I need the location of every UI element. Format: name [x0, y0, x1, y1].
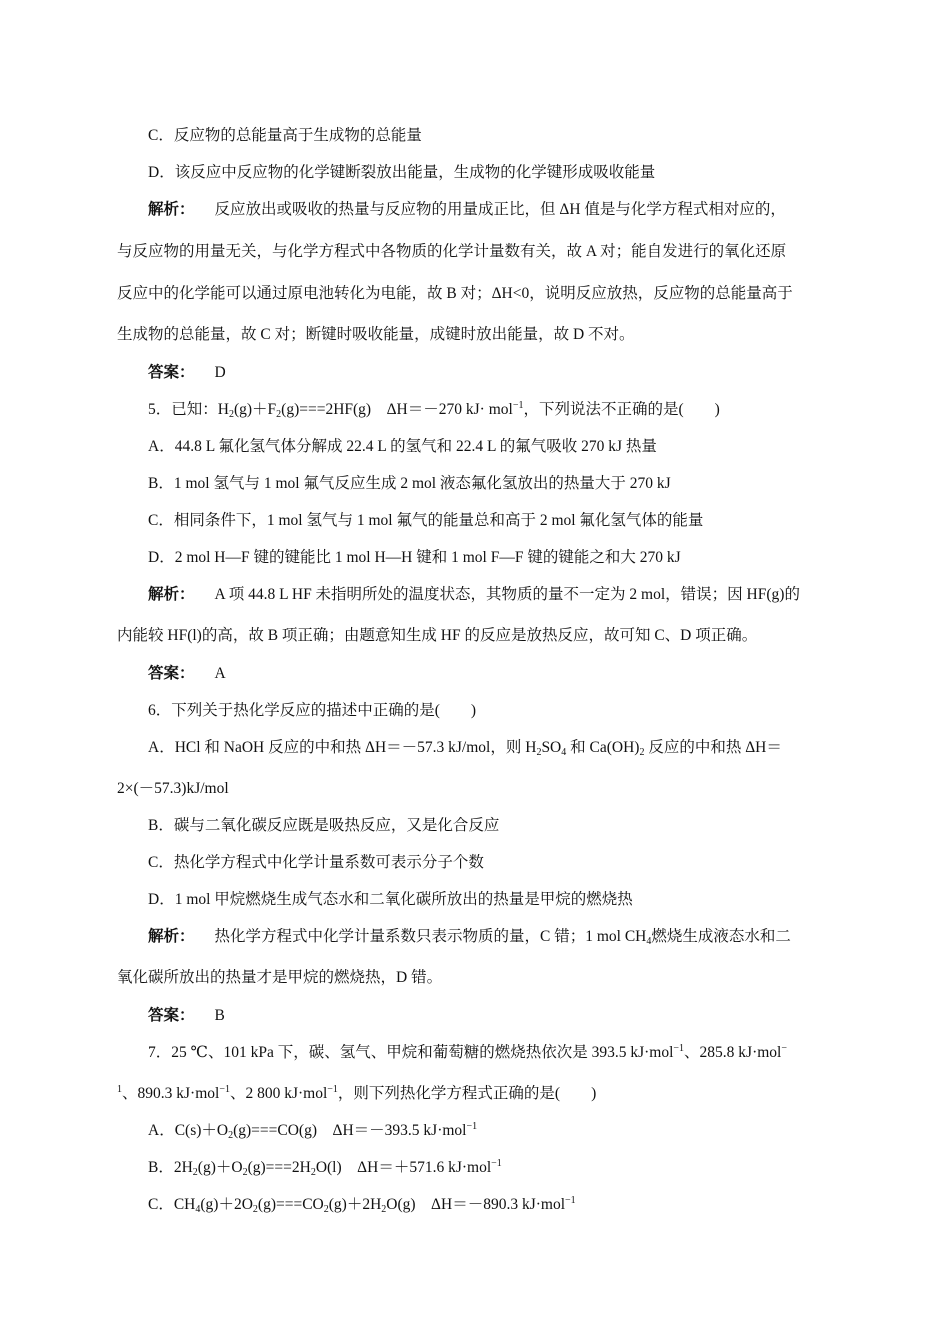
text-run: SO — [541, 739, 562, 756]
q6-option-a-line-1 — [148, 738, 782, 758]
q7-option-a — [148, 1121, 477, 1141]
text-run: C．CH — [148, 1196, 196, 1213]
analysis-label: 解析： — [148, 928, 195, 945]
q4-analysis-line-4: 生成物的总能量，故 C 对；断键时吸收能量，成键时放出能量，故 D 不对。 — [117, 326, 635, 343]
q6-analysis-line-1 — [148, 927, 791, 947]
subscript: 4 — [646, 936, 652, 947]
text-run: A．C(s)＋O — [148, 1122, 229, 1139]
answer-value: B — [214, 1007, 225, 1024]
q4-option-c: C．反应物的总能量高于生成物的总能量 — [148, 127, 422, 144]
q6-stem: 6．下列关于热化学反应的描述中正确的是( ) — [148, 702, 477, 719]
text-run: ，下列说法不正确的是( ) — [523, 401, 720, 418]
answer-value: D — [214, 364, 226, 381]
text-run: (g)===2HF(g) ΔH＝－270 kJ· mol — [281, 401, 513, 418]
subscript: 2 — [323, 1204, 329, 1215]
subscript: 2 — [639, 747, 645, 758]
answer-value: A — [214, 665, 226, 682]
text-run: (g)===CO — [257, 1196, 324, 1213]
superscript: − — [781, 1043, 787, 1054]
q5-option-c: C．相同条件下，1 mol 氢气与 1 mol 氟气的能量总和高于 2 mol 氟化氢气体的能量 — [148, 512, 704, 529]
superscript: 1 — [117, 1084, 122, 1095]
subscript: 4 — [561, 747, 567, 758]
q4-analysis-line-3: 反应中的化学能可以通过原电池转化为电能，故 B 对；ΔH<0，说明反应放热，反应物的总能量高于 — [117, 285, 793, 302]
superscript: −1 — [466, 1121, 478, 1132]
q6-option-b: B．碳与二氧化碳反应既是吸热反应，又是化合反应 — [148, 817, 500, 834]
subscript: 2 — [192, 1167, 198, 1178]
text-run: (g)＋F — [233, 401, 277, 418]
text-run: ，则下列热化学方程式正确的是( ) — [337, 1085, 597, 1102]
q7-stem-line-1 — [148, 1043, 787, 1063]
answer-label: 答案： — [148, 665, 195, 682]
superscript: −1 — [512, 400, 524, 411]
text-run: (g)＋O — [197, 1159, 243, 1176]
analysis-label: 解析： — [148, 586, 195, 603]
text-run: 、2 800 kJ·mol — [229, 1085, 328, 1102]
text-run: 、285.8 kJ·mol — [684, 1044, 782, 1061]
superscript: −1 — [219, 1084, 230, 1095]
q5-analysis-line-1 — [148, 585, 800, 605]
text-run: 5．已知：H — [148, 401, 229, 418]
text-run: 反应的中和热 ΔH＝ — [644, 739, 782, 756]
superscript: −1 — [491, 1158, 502, 1169]
superscript: −1 — [565, 1195, 576, 1206]
subscript: 2 — [310, 1167, 316, 1178]
text-run: (g)＋2O — [200, 1196, 253, 1213]
answer-label: 答案： — [148, 364, 195, 381]
text-run: 7．25 ℃、101 kPa 下，碳、氢气、甲烷和葡萄糖的燃烧热依次是 393.5 kJ·mol — [148, 1044, 674, 1061]
q5-option-b: B．1 mol 氢气与 1 mol 氟气反应生成 2 mol 液态氟化氢放出的热量大于 270 kJ — [148, 475, 671, 492]
subscript: 2 — [252, 1204, 258, 1215]
q4-answer — [148, 363, 226, 383]
superscript: −1 — [327, 1084, 338, 1095]
q5-stem — [148, 400, 720, 420]
q5-analysis-line-2: 内能较 HF(l)的高，故 B 项正确；由题意知生成 HF 的反应是放热反应，故可知 C、D 项正确。 — [117, 627, 758, 644]
text-run: B．2H — [148, 1159, 193, 1176]
q5-option-a: A．44.8 L 氟化氢气体分解成 22.4 L 的氢气和 22.4 L 的氟气吸收 270 kJ 热量 — [148, 438, 657, 455]
subscript: 4 — [195, 1204, 201, 1215]
text-run: O(l) ΔH＝＋571.6 kJ·mol — [315, 1159, 492, 1176]
q7-option-c — [148, 1195, 576, 1215]
text-run: 燃烧生成液态水和二 — [651, 928, 791, 945]
analysis-text: 反应放出或吸收的热量与反应物的用量成正比，但 ΔH 值是与化学方程式相对应的， — [214, 201, 786, 218]
text-run: 热化学方程式中化学计量系数只表示物质的量，C 错；1 mol CH — [214, 928, 647, 945]
subscript: 2 — [242, 1167, 248, 1178]
subscript: 2 — [381, 1204, 387, 1215]
subscript: 2 — [228, 409, 234, 420]
q4-option-d: D．该反应中反应物的化学键断裂放出能量，生成物的化学键形成吸收能量 — [148, 164, 656, 181]
q6-answer — [148, 1006, 225, 1026]
analysis-label: 解析： — [148, 201, 195, 218]
subscript: 2 — [276, 409, 282, 420]
subscript: 2 — [228, 1130, 234, 1141]
q7-option-b — [148, 1158, 502, 1178]
q5-option-d: D．2 mol H—F 键的键能比 1 mol H—H 键和 1 mol F—F 键的键能之和大 270 kJ — [148, 549, 681, 566]
superscript: −1 — [673, 1043, 685, 1054]
text-run: 和 Ca(OH) — [566, 739, 640, 756]
q5-answer — [148, 664, 226, 684]
text-run: O(g) ΔH＝－890.3 kJ·mol — [386, 1196, 566, 1213]
q6-option-c: C．热化学方程式中化学计量系数可表示分子个数 — [148, 854, 484, 871]
text-run: 、890.3 kJ·mol — [122, 1085, 220, 1102]
text-run: (g)＋2H — [328, 1196, 382, 1213]
answer-label: 答案： — [148, 1007, 195, 1024]
analysis-text: A 项 44.8 L HF 未指明所处的温度状态，其物质的量不一定为 2 mol，错误；因 HF(g)的 — [214, 586, 800, 603]
q6-analysis-line-2: 氧化碳所放出的热量才是甲烷的燃烧热，D 错。 — [117, 969, 443, 986]
text-run: (g)===CO(g) ΔH＝－393.5 kJ·mol — [233, 1122, 467, 1139]
text-run: A．HCl 和 NaOH 反应的中和热 ΔH＝－57.3 kJ/mol，则 H — [148, 739, 537, 756]
q6-option-a-line-2: 2×(－57.3)kJ/mol — [117, 780, 229, 797]
q4-analysis-line-1 — [148, 200, 786, 220]
q7-stem-line-2 — [117, 1084, 596, 1104]
text-run: (g)===2H — [247, 1159, 311, 1176]
subscript: 2 — [536, 747, 542, 758]
q4-analysis-line-2: 与反应物的用量无关，与化学方程式中各物质的化学计量数有关，故 A 对；能自发进行的氧化还原 — [117, 243, 787, 260]
q6-option-d: D．1 mol 甲烷燃烧生成气态水和二氧化碳所放出的热量是甲烷的燃烧热 — [148, 891, 633, 908]
